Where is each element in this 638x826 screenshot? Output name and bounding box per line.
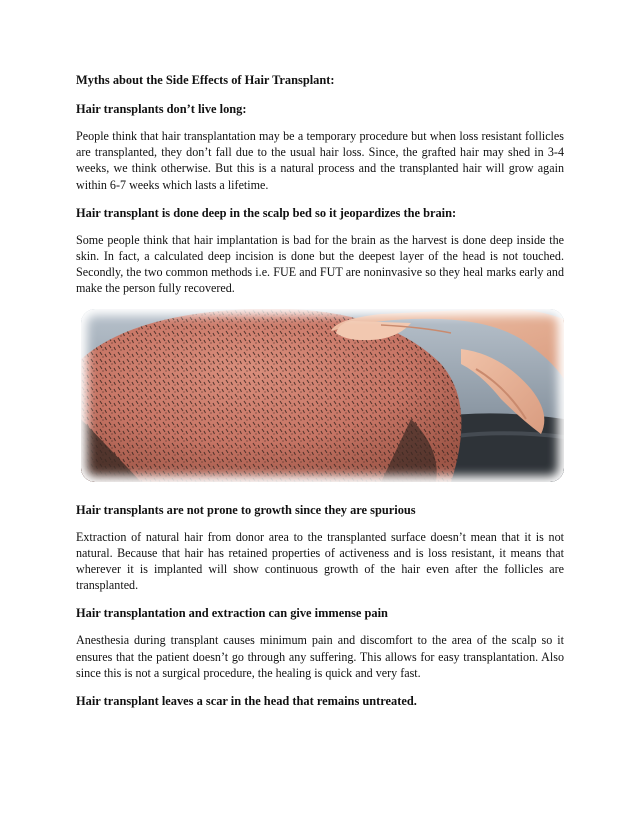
scalp-photo [81,309,564,482]
section-body-3: Extraction of natural hair from donor area to the transplanted surface doesn’t mean that it is not natural. Because that hair has retained properties of activeness and is loss resistant, it means that wherever it is implanted will show continuous growth of the hair even after the follicles are transplanted. [76,529,564,593]
document-title: Myths about the Side Effects of Hair Transplant: [76,73,335,87]
section-heading-2: Hair transplant is done deep in the scalp bed so it jeopardizes the brain: [76,205,457,220]
document-content [76,72,564,720]
section-heading-3: Hair transplants are not prone to growth since they are spurious [76,502,416,517]
section-body-2: Some people think that hair implantation is bad for the brain as the harvest is done deep inside the skin. In fact, a calculated deep incision is done but the deepest layer of the head is not touched. Secondly, the two common methods i.e. FUE and FUT are noninvasive so they heal marks early and make the person fully recovered. [76,232,564,296]
section-body-4: Anesthesia during transplant causes minimum pain and discomfort to the area of the scalp so it ensures that the patient doesn’t go through any suffering. This allows for easy transplantation. Also since this is not a surgical procedure, the healing is quick and very fast. [76,633,564,680]
section-heading-1: Hair transplants don’t live long: [76,102,247,116]
section-heading-4: Hair transplantation and extraction can give immense pain [76,606,388,621]
section-body-1: People think that hair transplantation may be a temporary procedure but when loss resistant follicles are transplanted, they don’t fall due to the usual hair loss. Since, the grafted hair may shed in 3-4 weeks, we think otherwise. But this is a natural process and the transplanted hair will grow again within 6-7 weeks which lasts a lifetime. [76,129,564,192]
section-heading-5: Hair transplant leaves a scar in the head that remains untreated. [76,694,417,709]
scalp-photo-illustration [81,309,564,482]
